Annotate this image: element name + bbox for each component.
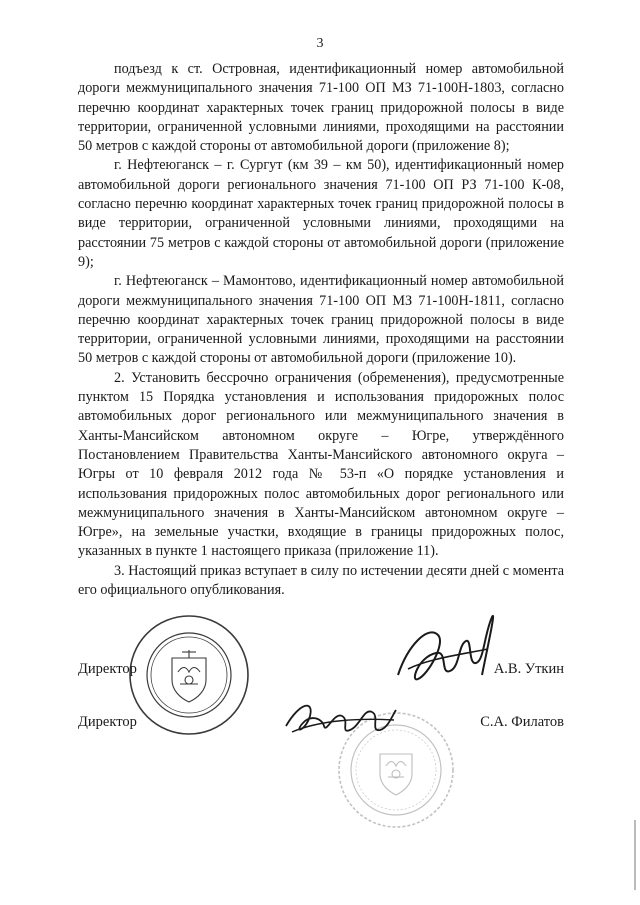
scan-edge-mark [634, 820, 636, 890]
paragraph-1: подъезд к ст. Островная, идентификационный номер автомобильной дороги межмуниципального значения 71-100 ОП МЗ 71-100Н-1803, согласно перечню координат характерных точек границ придорожной полосы в виде территории, ограниченной условными линиями, проходящими на расстоянии 50 метров с каждой стороны от автомобильной дороги (приложение 8); [78, 61, 564, 155]
coat-of-arms-icon [172, 650, 206, 702]
handwritten-signature-1 [388, 605, 508, 710]
paragraph-2: г. Нефтеюганск – г. Сургут (км 39 – км 50), идентификационный номер автомобильной дороги регионального значения 71-100 ОП РЗ 71-100 К-08, согласно перечню координат характерных точек границ придорожной полосы в виде территории, ограниченной условными линиями, проходящими на расстоянии 75 метров с каждой стороны от автомобильной дороги (приложение 9); [78, 157, 564, 270]
paragraph-5: 3. Настоящий приказ вступает в силу по истечении десяти дней с момента его официального опубликования. [78, 562, 564, 599]
signatory-title: Директор [78, 661, 137, 677]
coat-of-arms-icon [380, 754, 412, 795]
paragraph-4: 2. Установить бессрочно ограничения (обременения), предусмотренные пунктом 15 Порядка установления и использования придорожных полос автомобильных дорог регионального или межмуниципального значения в Ханты-Мансийском автономном округе – Югре, утверждённого Постановлением Правительства Ханты-Мансийского автономного округа – Югры от 10 февраля 2012 года № 53-п «О порядке установления и использования придорожных полос автомобильных дорог регионального или межмуниципального значения в Ханты-Мансийском автономном округе – Югре», на земельные участки, входящие в границы придорожных полос, указанных в пункте 1 настоящего приказа (приложение 11). [78, 369, 564, 560]
handwritten-signature-2 [280, 690, 400, 755]
paragraph-3: г. Нефтеюганск – Мамонтово, идентификационный номер автомобильной дороги межмуниципального значения 71-100 ОП МЗ 71-100Н-1811, согласно перечню координат характерных точек границ придорожной полосы в виде территории, ограниченной условными линиями, проходящими на расстоянии 50 метров с каждой стороны от автомобильной дороги (приложение 10). [78, 273, 564, 367]
body-text [78, 60, 564, 600]
signatory-name: А.В. Уткин [493, 661, 564, 677]
signatory-title: Директор [78, 714, 137, 730]
page-number: 3 [316, 36, 324, 51]
official-seal [128, 614, 250, 736]
signatory-name: С.А. Филатов [480, 714, 564, 730]
